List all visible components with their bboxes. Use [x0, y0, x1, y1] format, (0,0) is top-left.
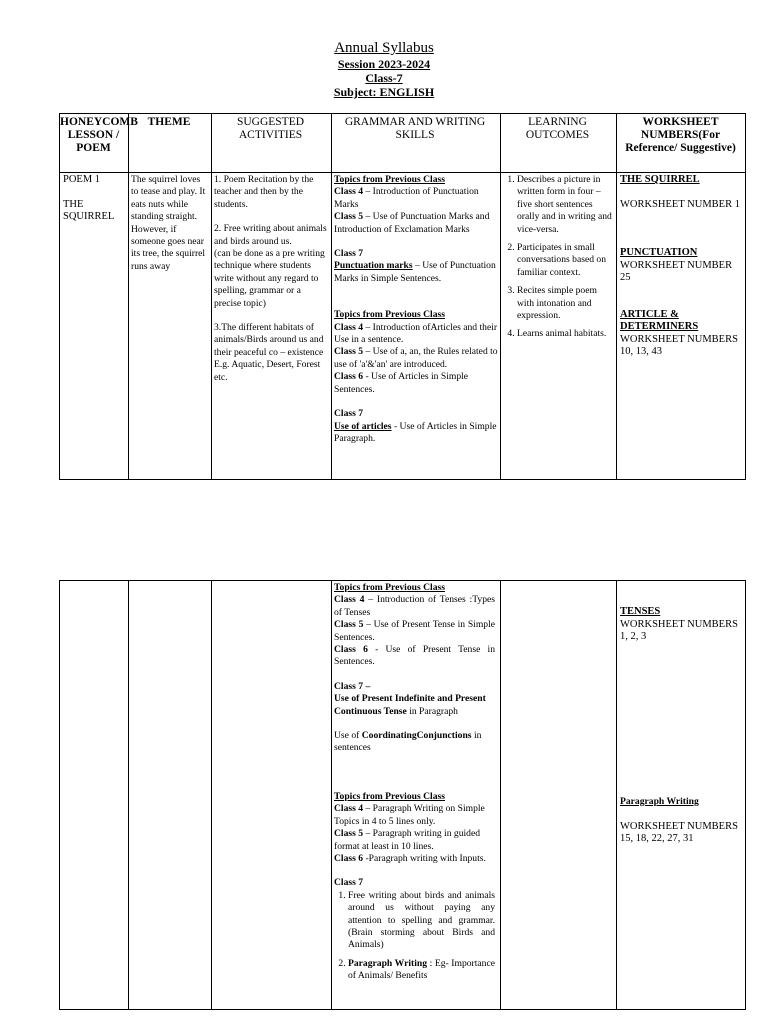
worksheets-cell-2: [620, 606, 744, 644]
topic-heading: Use of Present Indefinite and Present Continuous Tense: [334, 693, 486, 717]
topic-text: – Introduction ofArticles and their Use in a sentence.: [334, 321, 498, 346]
topic-heading: Paragraph Writing: [348, 957, 427, 969]
topic-text: – Introduction of Punctuation Marks: [334, 186, 479, 210]
col-header-lesson: HONEYCOMB LESSON / POEM: [60, 116, 138, 154]
col-header-theme: THEME: [147, 116, 191, 128]
topic-text: : Eg- Importance of Animals/ Benefits: [348, 957, 495, 982]
col-header-worksheets: WORKSHEET NUMBERS(For Reference/ Suggestive): [625, 116, 736, 154]
previous-class-heading: Topics from Previous Class: [334, 582, 445, 593]
previous-class-heading: Topics from Previous Class: [334, 309, 445, 321]
worksheet-numbers: WORKSHEET NUMBERS 15, 18, 22, 27, 31: [620, 820, 738, 844]
document-title: Annual Syllabus: [334, 40, 434, 56]
topic-text: – Paragraph writing in guided format at least in 10 lines.: [334, 828, 481, 852]
class-label: Class 5: [334, 828, 364, 840]
class-label: Class 6: [334, 371, 364, 383]
col-header-outcomes: LEARNING OUTCOMES: [525, 116, 590, 141]
activity-1: 1. Poem Recitation by the teacher and then by the students.: [214, 174, 314, 210]
subject-label: Subject: ENGLISH: [333, 85, 435, 99]
outcome-item: 4. Learns animal habitats.: [517, 328, 613, 340]
class-label: Class 6: [334, 644, 368, 656]
class-label: Class 4: [334, 803, 364, 815]
worksheet-heading: Paragraph Writing: [620, 796, 699, 807]
class-label: Class 6: [334, 852, 364, 864]
worksheets-cell-3: [620, 796, 744, 846]
class-label: Class 7 –: [334, 680, 371, 692]
worksheet-heading: PUNCTUATION: [620, 247, 698, 258]
class-label: Class 5: [334, 211, 364, 223]
worksheet-numbers: WORKSHEET NUMBERS 10, 13, 43: [620, 333, 738, 357]
topic-text: – Paragraph Writing on Simple Topics in 4 to 5 lines only.: [334, 803, 485, 827]
class-label: Class 7: [334, 877, 364, 889]
topic-text: -Paragraph writing with Inputs.: [363, 852, 486, 864]
topic-text: - Use of Present Tense in Sentences.: [334, 644, 496, 668]
grammar-cell: [334, 174, 498, 445]
activity-2-note: (can be done as a pre writing technique where students write without any regard to spelling, grammar or a precise topic): [214, 248, 325, 309]
worksheet-numbers: WORKSHEET NUMBER 25: [620, 259, 733, 283]
paragraph-item-1: 1. Free writing about birds and animals around us without paying any attention to spelling and grammar.(Brain storming about Birds and Animals): [348, 890, 495, 952]
worksheet-heading: THE SQUIRREL: [620, 174, 700, 185]
topic-text: – Use of Punctuation Marks in Simple Sentences.: [334, 260, 496, 284]
worksheet-heading: TENSES: [620, 606, 661, 617]
worksheet-numbers: WORKSHEET NUMBER 1: [620, 198, 740, 210]
class-label: Class 4: [334, 594, 365, 606]
col-header-activities: SUGGESTED ACTIVITIES: [236, 116, 305, 141]
grammar-cell-2: [334, 582, 495, 989]
lesson-number: POEM 1: [63, 174, 101, 185]
topic-heading: Punctuation marks: [334, 260, 413, 272]
topic-text: – Use of Punctuation Marks and Introduction of Exclamation Marks: [334, 211, 490, 235]
outcome-item: 3. Recites simple poem with intonation and expression.: [517, 285, 613, 322]
theme-cell: The squirrel loves to tease and play. It eats nuts while standing straight. However, if someone goes near its tree, the squirrel runs away: [131, 174, 206, 272]
worksheet-heading: ARTICLE & DETERMINERS: [620, 308, 699, 332]
topic-text: Use of: [334, 730, 362, 742]
col-header-grammar: GRAMMAR AND WRITING SKILLS: [344, 116, 486, 141]
topic-text: in Paragraph: [406, 705, 458, 717]
previous-class-heading: Topics from Previous Class: [334, 174, 445, 185]
outcomes-cell: [503, 174, 613, 347]
activity-3: 3.The different habitats of animals/Birds around us and their peaceful co – existence E.g. Aquatic, Desert, Forest etc.: [214, 322, 324, 383]
class-label: Class 7: [334, 408, 364, 420]
topic-text: – Use of a, an, the Rules related to use of 'a'&'an' are introduced.: [334, 346, 498, 370]
activity-2: 2. Free writing about animals and birds around us.: [214, 223, 327, 247]
topic-text: in sentences: [334, 730, 482, 754]
topic-heading: Use of articles: [334, 420, 392, 432]
session-label: Session 2023-2024: [337, 57, 431, 71]
worksheet-numbers: WORKSHEET NUMBERS 1, 2, 3: [620, 618, 738, 642]
previous-class-heading: Topics from Previous Class: [334, 790, 445, 802]
class-label: Class 4: [334, 186, 364, 198]
paragraph-item-2: [348, 958, 495, 983]
topic-heading: CoordinatingConjunctions: [361, 730, 472, 742]
topic-text: - Use of Articles in Simple Sentences.: [334, 371, 469, 395]
outcome-item: 1. Describes a picture in written form in four –five short sentences orally and in writing and vice-versa.: [517, 174, 613, 236]
topic-text: – Introduction of Tenses :Types of Tenses: [334, 594, 495, 618]
lesson-cell: [63, 174, 125, 224]
class-label: Class 5: [334, 346, 364, 358]
topic-text: – Use of Present Tense in Simple Sentences.: [334, 619, 495, 643]
class-label: Class 4: [334, 321, 364, 333]
activities-cell: [214, 174, 328, 384]
class-label: Class-7: [365, 71, 403, 85]
topic-text: - Use of Articles in Simple Paragraph.: [334, 420, 497, 444]
outcome-item: 2. Participates in small conversations based on familiar context.: [517, 242, 613, 279]
class-label: Class 7: [334, 248, 364, 260]
lesson-title: THE SQUIRREL: [63, 198, 115, 222]
worksheets-cell: [620, 174, 744, 359]
class-label: Class 5: [334, 619, 364, 631]
